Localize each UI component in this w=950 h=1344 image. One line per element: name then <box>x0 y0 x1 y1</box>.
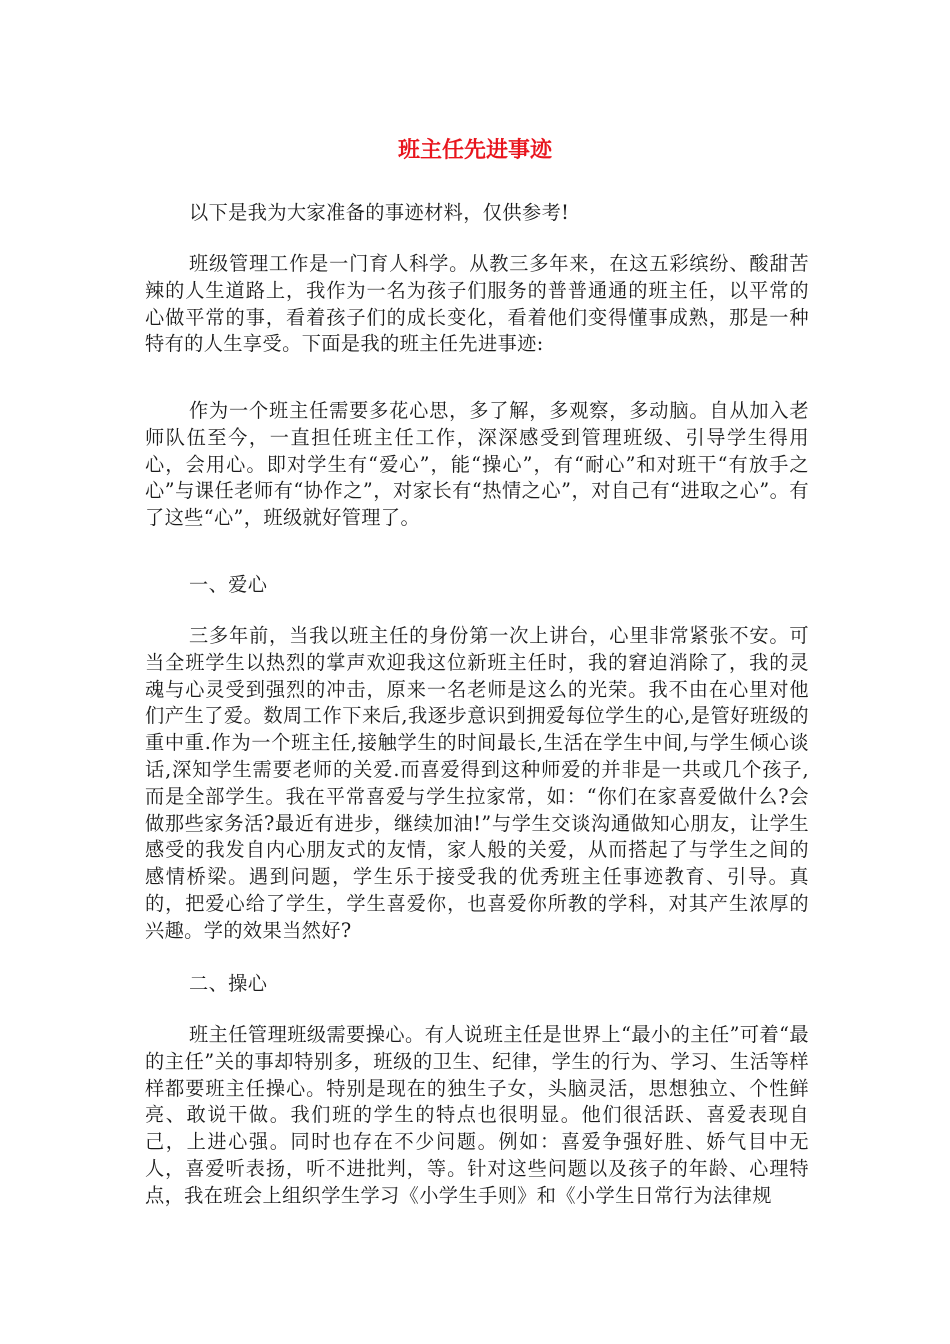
body-paragraph-2: 作为一个班主任需要多花心思，多了解，多观察，多动脑。自从加入老师队伍至今，一直担任班主任工作，深深感受到管理班级、引导学生得用心，会用心。即对学生有“爱心”，能“操心”，有“耐心”和对班干“有放手之心”与课任老师有“协作之”，对家长有“热情之心”，对自己有“进取之心”。有了这些“心”，班级就好管理了。 <box>145 399 809 530</box>
body-paragraph-3: 三多年前，当我以班主任的身份第一次上讲台，心里非常紧张不安。可当全班学生以热烈的掌声欢迎我这位新班主任时，我的窘迫消除了，我的灵魂与心灵受到强烈的冲击，原来一名老师是这么的光荣。我不由在心里对他们产生了爱。数周工作下来后,我逐步意识到拥爱每位学生的心,是管好班级的重中重.作为一个班主任,接触学生的时间最长,生活在学生中间,与学生倾心谈话,深知学生需要老师的关爱.而喜爱得到这种师爱的并非是一共或几个孩子,而是全部学生。我在平常喜爱与学生拉家常，如：“你们在家喜爱做什么?会做那些家务活?最近有进步，继续加油!”与学生交谈沟通做知心朋友，让学生感受的我发自内心朋友式的友情，家人般的关爱，从而搭起了与学生之间的感情桥梁。遇到问题，学生乐于接受我的优秀班主任事迹教育、引导。真的，把爱心给了学生，学生喜爱你，也喜爱你所教的学科，对其产生浓厚的兴趣。学的效果当然好? <box>145 624 809 942</box>
intro-paragraph: 以下是我为大家准备的事迹材料，仅供参考! <box>189 201 570 224</box>
section-heading-care: 二、操心 <box>189 972 268 995</box>
document-title: 班主任先进事迹 <box>397 138 552 163</box>
body-paragraph-4: 班主任管理班级需要操心。有人说班主任是世界上“最小的主任”可着“最的主任”关的事却特别多，班级的卫生、纪律，学生的行为、学习、生活等样样都要班主任操心。特别是现在的独生子女，头脑灵活，思想独立、个性鲜亮、敢说干做。我们班的学生的特点也很明显。他们很活跃、喜爱表现自己，上进心强。同时也存在不少问题。例如：喜爱争强好胜、娇气目中无人，喜爱听表扬，听不进批判，等。针对这些问题以及孩子的年龄、心理特点，我在班会上组织学生学习《小学生手则》和《小学生日常行为法律规 <box>145 1023 809 1207</box>
section-heading-love: 一、爱心 <box>189 573 268 596</box>
body-paragraph-1: 班级管理工作是一门育人科学。从教三多年来，在这五彩缤纷、酸甜苦辣的人生道路上，我作为一名为孩子们服务的普普通通的班主任，以平常的心做平常的事，看着孩子们的成长变化，看着他们变得懂事成熟，那是一种特有的人生享受。下面是我的班主任先进事迹: <box>145 252 809 356</box>
